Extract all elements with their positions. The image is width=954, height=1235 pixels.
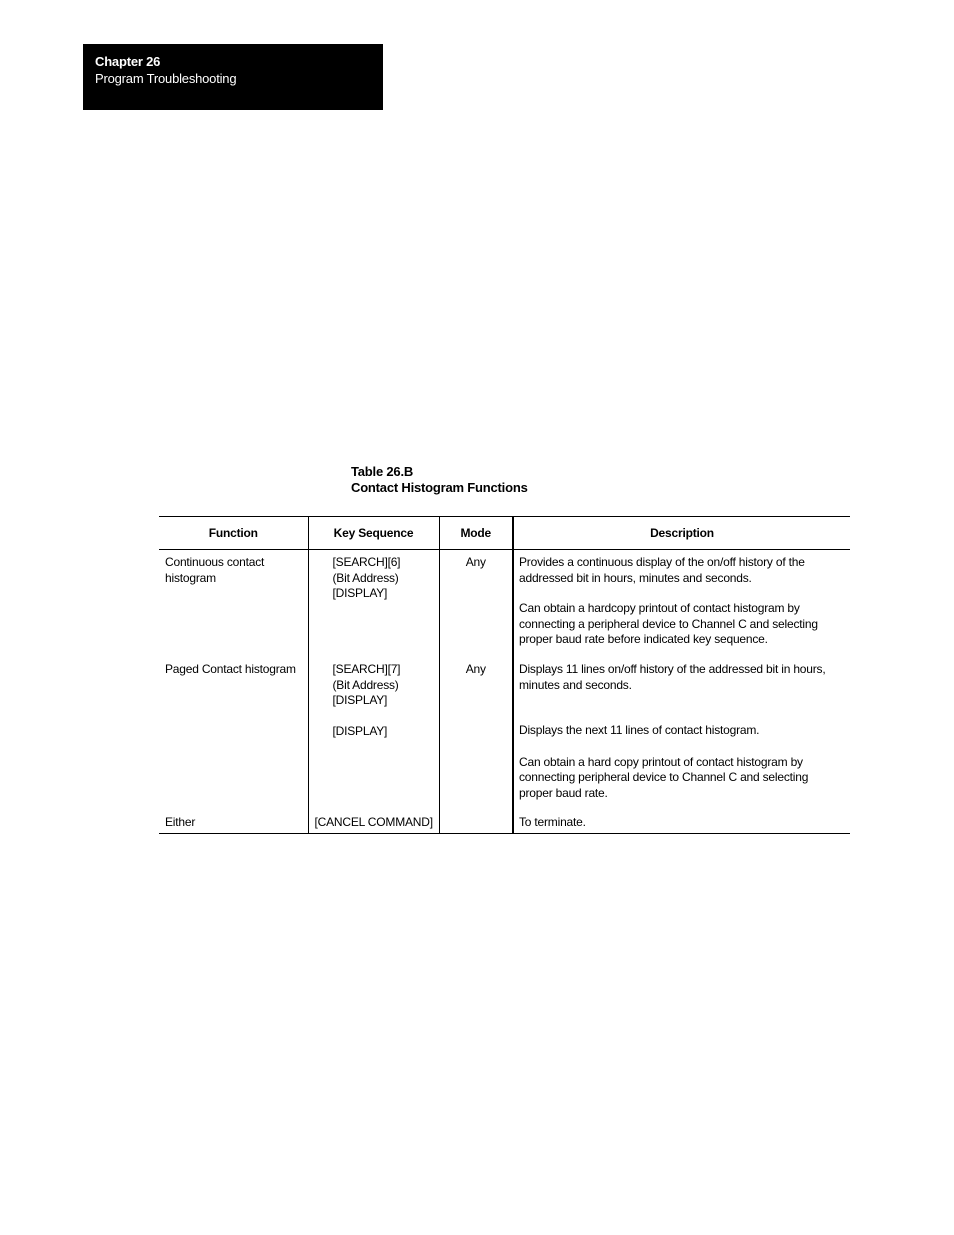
column-header-key-sequence: Key Sequence — [308, 517, 439, 550]
key-line: [CANCEL COMMAND] — [314, 815, 433, 829]
mode-cell: Any — [439, 550, 513, 659]
table-caption — [351, 464, 528, 496]
key-sequence-cell — [308, 550, 439, 659]
key-sequence-cell — [308, 658, 439, 812]
key-line: (Bit Address) — [332, 570, 399, 585]
chapter-label: Chapter 26 — [95, 54, 161, 69]
description-cell — [513, 812, 850, 834]
description-cell — [513, 658, 850, 812]
key-line: [DISPLAY] — [332, 693, 388, 707]
key-line: [DISPLAY] — [332, 723, 388, 738]
chapter-title: Program Troubleshooting — [95, 71, 237, 86]
description-paragraph: Provides a continuous display of the on/off history of the addressed bit in hours, minutes and seconds. — [519, 555, 805, 585]
function-cell — [159, 550, 308, 659]
table-row — [159, 812, 850, 834]
description-paragraph: Can obtain a hardcopy printout of contact histogram by connecting a peripheral device to Channel C and selecting proper baud rate before indicated key sequence. — [519, 601, 818, 646]
mode-cell: Any — [439, 658, 513, 812]
function-text: Continuous contact histogram — [165, 555, 265, 585]
mode-cell — [439, 812, 513, 834]
description-paragraph: Displays the next 11 lines of contact histogram. — [519, 723, 760, 737]
description-paragraph: Can obtain a hard copy printout of contact histogram by connecting peripheral device to Channel C and selecting proper baud rate. — [519, 754, 809, 800]
key-sequence-cell — [308, 812, 439, 834]
key-line: [SEARCH][7] — [332, 662, 401, 676]
description-paragraph: Displays 11 lines on/off history of the addressed bit in hours, minutes and seconds. — [519, 662, 826, 692]
column-header-mode: Mode — [439, 517, 513, 550]
function-cell: Either — [159, 812, 308, 834]
key-line: [SEARCH][6] — [332, 555, 401, 569]
table-header-row — [159, 517, 850, 550]
column-header-description: Description — [513, 517, 850, 550]
key-line: (Bit Address) — [332, 677, 399, 692]
table-row — [159, 550, 850, 659]
contact-histogram-table — [159, 516, 850, 834]
column-header-function: Function — [159, 517, 308, 550]
chapter-header — [83, 44, 383, 110]
function-cell: Paged Contact histogram — [159, 658, 308, 812]
key-line: [DISPLAY] — [332, 586, 388, 600]
description-cell — [513, 550, 850, 659]
description-paragraph: To terminate. — [519, 815, 586, 829]
table-number: Table 26.B — [351, 464, 414, 479]
table-row — [159, 658, 850, 812]
table-title: Contact Histogram Functions — [351, 480, 528, 495]
